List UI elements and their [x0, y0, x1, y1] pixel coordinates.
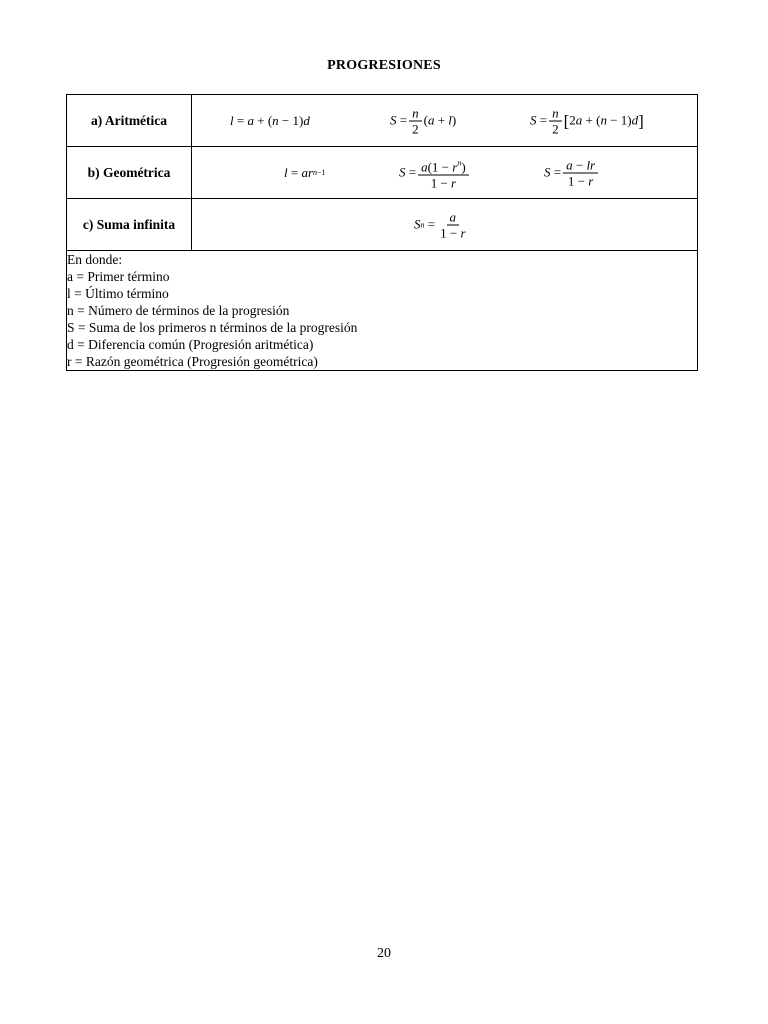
document-title: PROGRESIONES — [327, 58, 441, 73]
row-label-infinite-sum: c) Suma infinita — [67, 199, 192, 251]
table-row-geometric — [67, 147, 698, 199]
legend-cell — [67, 251, 698, 371]
formulas-geometric — [192, 147, 698, 199]
formula-infinite-sum: S n = $\frac{a}{1 - r}$ — [414, 209, 466, 240]
legend-item: a = Primer término — [67, 269, 170, 284]
legend-intro: En donde: — [67, 252, 123, 267]
table-row-infinite-sum — [67, 199, 698, 251]
legend-item: r = Razón geométrica (Progresión geométrica) — [67, 354, 318, 369]
formula-sum-arithmetic-1: S = $\frac{n}{2}$ ( a + l ) — [390, 105, 457, 136]
row-label-geometric: b) Geométrica — [67, 147, 192, 199]
formula-sum-arithmetic-2: S = $\frac{n}{2}$ [ 2 a + ( n − 1) d ] — [530, 105, 644, 136]
table-row-legend — [67, 251, 698, 371]
row-label-arithmetic: a) Aritmética — [67, 95, 192, 147]
formula-last-term-arithmetic: l = a + ( n − 1) d — [230, 112, 310, 128]
formula-sum-geometric-1: S = $\frac{a(1 - r^n)}{1 - r}$ — [399, 155, 471, 190]
formula-last-term-geometric: l = ar n−1 — [284, 164, 326, 180]
formulas-infinite-sum — [192, 199, 698, 251]
table-row-arithmetic — [67, 95, 698, 147]
page-number: 20 — [377, 946, 391, 961]
formula-sum-geometric-2: S = $\frac{a - lr}{1 - r}$ — [544, 157, 600, 188]
formulas-arithmetic — [192, 95, 698, 147]
formulas-table — [66, 94, 698, 371]
legend-item: S = Suma de los primeros n términos de la progresión — [67, 320, 358, 335]
legend-item: l = Último término — [67, 286, 169, 301]
legend-item: n = Número de términos de la progresión — [67, 303, 290, 318]
legend-item: d = Diferencia común (Progresión aritmética) — [67, 337, 314, 352]
